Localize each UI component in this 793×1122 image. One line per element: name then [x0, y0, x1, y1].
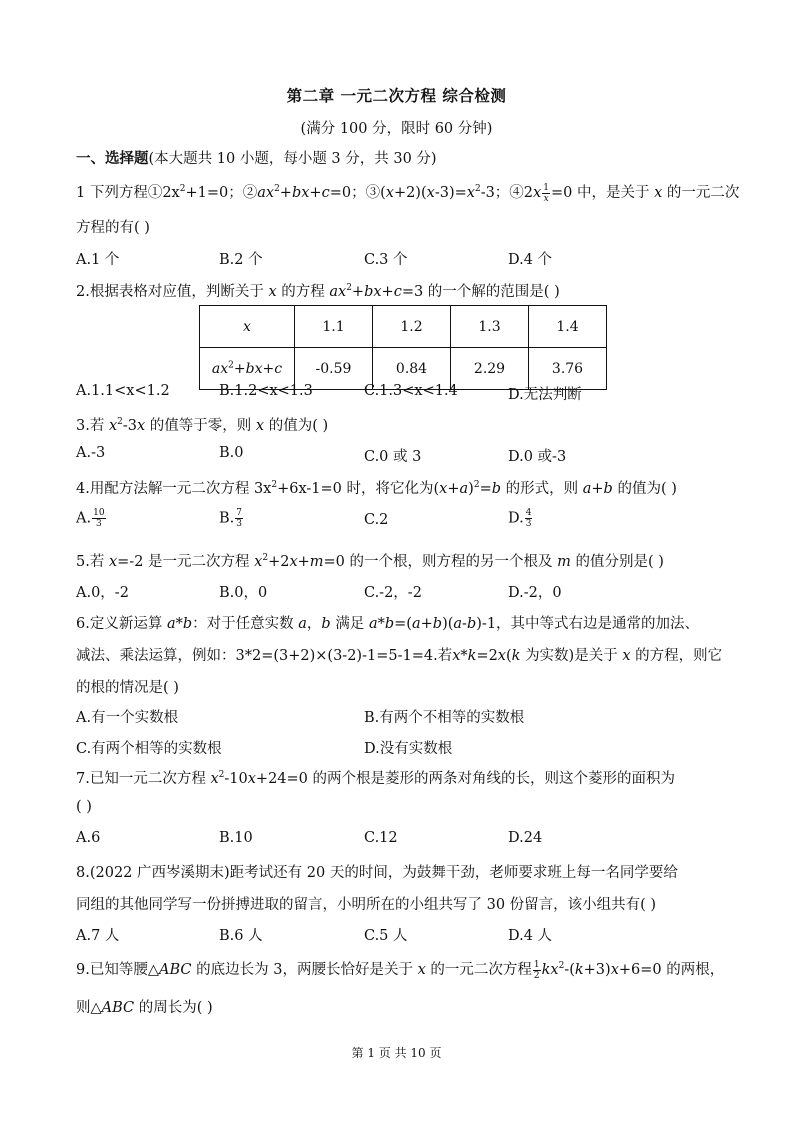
- q1-option-d: D.4 个: [508, 252, 553, 268]
- q5-option-b: B.0，0: [219, 585, 268, 601]
- question-6-line-2: 减法、乘法运算，例如：3*2=(3+2)×(3-2)-1=5-1=4.若x*k=2x(k 为实数)是关于 x 的方程，则它: [76, 648, 723, 664]
- question-8-line-1: 8.(2022 广西岑溪期末)距考试还有 20 天的时间，为鼓舞干劲，老师要求班上每一名同学要给: [76, 865, 678, 881]
- q7-option-d: D.24: [508, 830, 543, 846]
- q1-option-a: A.1 个: [76, 252, 120, 268]
- q5-option-a: A.0，-2: [76, 585, 129, 601]
- q8-option-c: C.5 人: [364, 928, 408, 944]
- table-cell: 1.2: [373, 306, 451, 348]
- q4-option-c: C.2: [364, 512, 389, 528]
- question-5-text: 5.若 x=-2 是一元二次方程 $x^2+2x+m=0$ 的一个根，则方程的另一个根及 m 的值分别是( ): [76, 553, 664, 570]
- q2-option-d: D.无法判断: [508, 387, 582, 403]
- q2-option-c: C.1.3<x<1.4: [364, 383, 458, 399]
- table-cell: 1.3: [451, 306, 529, 348]
- table-cell: 2.29: [451, 348, 529, 390]
- question-9-line-2: 则△ABC 的周长为( ): [76, 1000, 213, 1016]
- q6-option-c: C.有两个相等的实数根: [76, 741, 222, 757]
- page-title: 第二章 一元二次方程 综合检测: [286, 86, 507, 105]
- value-table: [199, 305, 607, 390]
- table-cell: 3.76: [529, 348, 607, 390]
- q6-option-d: D.没有实数根: [364, 741, 453, 757]
- section-heading: 一、选择题(本大题共 10 小题，每小题 3 分，共 30 分): [76, 150, 437, 167]
- q1-option-c: C.3 个: [364, 252, 408, 268]
- table-header-expression: $ax^2+bx+c$: [200, 348, 295, 390]
- question-9-line-1: 9.已知等腰△ABC 的底边长为 3，两腰长恰好是关于 x 的一元二次方程 $\frac{1}{2}$ $kx^2-(k+3)x+6=0$ 的两根，: [76, 959, 725, 981]
- question-4-text: 4.用配方法解一元二次方程 $3x^2+6x-1=0$ 时，将它化为$(x+a)^2=b$ 的形式，则 a+b 的值为( ): [76, 480, 677, 497]
- q3-option-b: B.0: [219, 445, 244, 461]
- table-cell: -0.59: [295, 348, 373, 390]
- q8-option-a: A.7 人: [76, 928, 120, 944]
- q7-option-a: A.6: [76, 830, 101, 846]
- question-6-line-1: 6.定义新运算 a*b：对于任意实数 a，b 满足 a*b=(a+b)(a-b)-1，其中等式右边是通常的加法、: [76, 616, 700, 632]
- q8-option-b: B.6 人: [219, 928, 263, 944]
- q2-option-b: B.1.2<x<1.3: [219, 383, 313, 399]
- q3-option-d: D.0 或-3: [508, 449, 567, 465]
- fraction-1-over-2: $\frac{1}{2}$: [533, 959, 540, 981]
- q3-option-c: C.0 或 3: [364, 449, 422, 465]
- question-2-text: 2.根据表格对应值，判断关于 x 的方程 $ax^2+bx+c=3$ 的一个解的范围是( ): [76, 283, 560, 300]
- question-3-text: 3.若 $x^2-3x$ 的值等于零，则 x 的值为( ): [76, 417, 329, 434]
- q7-option-c: C.12: [364, 830, 398, 846]
- page-footer: 第 1 页 共 10 页: [351, 1046, 442, 1060]
- page-subtitle: (满分 100 分，限时 60 分钟): [300, 121, 493, 137]
- q4-option-b: B. $\frac{7}{3}$: [219, 508, 242, 529]
- question-7-line-2: ( ): [76, 799, 92, 815]
- q5-option-d: D.-2，0: [508, 585, 562, 601]
- q6-option-b: B.有两个不相等的实数根: [364, 710, 525, 726]
- table-cell: 0.84: [373, 348, 451, 390]
- question-7-line-1: 7.已知一元二次方程 $x^2-10x+24=0$ 的两个根是菱形的两条对角线的长，则这个菱形的面积为: [76, 770, 676, 787]
- fraction-1-over-x: $\frac{1}{x}$: [543, 182, 549, 204]
- q4-option-a: A. $\frac{10}{3}$: [76, 508, 105, 529]
- table-header-x: x: [200, 306, 295, 348]
- q1-option-b: B.2 个: [219, 252, 263, 268]
- q5-option-c: C.-2，-2: [364, 585, 422, 601]
- q3-option-a: A.-3: [76, 445, 106, 461]
- q7-option-b: B.10: [219, 830, 253, 846]
- table-cell: 1.4: [529, 306, 607, 348]
- question-6-line-3: 的根的情况是( ): [76, 680, 179, 696]
- question-8-line-2: 同组的其他同学写一份拼搏进取的留言，小明所在的小组共写了 30 份留言，该小组共有( ): [76, 897, 657, 913]
- q2-option-a: A.1.1<x<1.2: [76, 383, 170, 399]
- q8-option-d: D.4 人: [508, 928, 553, 944]
- q6-option-a: A.有一个实数根: [76, 710, 179, 726]
- q4-option-d: D. $\frac{4}{3}$: [508, 508, 532, 529]
- question-1-line-1: 1 下列方程$①2x^2+1=0$；$②ax^2+bx+c=0$；$③(x+2)(x-3)=x^2-3$；④2x $\frac{1}{x}$ =0 中，是关于 x 的一元二次: [76, 182, 740, 204]
- table-cell: 1.1: [295, 306, 373, 348]
- question-1-line-2: 方程的有( ): [76, 220, 150, 236]
